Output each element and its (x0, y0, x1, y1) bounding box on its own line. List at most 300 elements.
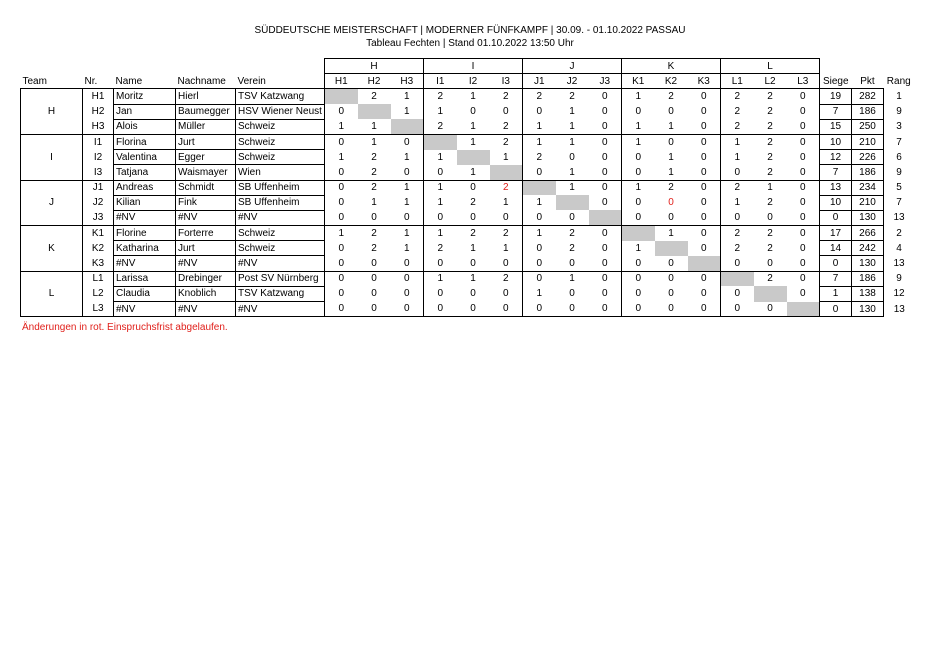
bout-cell: 0 (668, 106, 674, 118)
bout-cell: 0 (325, 104, 358, 119)
bout-cell: 0 (721, 256, 754, 271)
bout-cell: 0 (502, 288, 509, 300)
self-bout-cell (721, 271, 754, 286)
bout-cell: 0 (622, 150, 655, 165)
nachname-cell: Schmidt (176, 180, 236, 195)
bout-cell: 0 (424, 286, 457, 301)
bout-cell: 0 (523, 165, 556, 180)
bout-cell: 2 (490, 271, 523, 286)
group-header-h: H (325, 59, 424, 74)
bout-cell: 0 (325, 256, 358, 271)
bout-cell: 1 (457, 89, 490, 104)
bout-cell: 0 (688, 302, 721, 317)
bout-cell: 1 (523, 134, 556, 149)
bout-cell: 0 (688, 180, 721, 195)
name-cell: Florine (114, 226, 176, 241)
table-row (21, 302, 915, 317)
nr-cell: L1 (83, 271, 114, 286)
bout-cell: 0 (589, 271, 622, 286)
header-k2: K2 (655, 74, 688, 89)
bout-cell: 0 (688, 119, 721, 134)
bout-cell: 2 (655, 180, 688, 195)
bout-cell: 2 (569, 242, 575, 254)
bout-cell: 0 (787, 286, 820, 301)
bout-cell: 0 (700, 288, 707, 300)
bout-cell: 1 (457, 271, 490, 286)
rang-cell: 12 (893, 288, 905, 300)
table-row (21, 134, 915, 149)
bout-cell: 2 (457, 226, 490, 241)
bout-cell: 0 (787, 256, 820, 271)
bout-cell: 0 (470, 106, 476, 118)
verein-cell: Wien (236, 165, 325, 180)
verein-cell: SB Uffenheim (236, 180, 325, 195)
bout-cell: 0 (787, 150, 820, 165)
pkt-cell: 234 (852, 180, 884, 195)
header-siege: Siege (822, 75, 849, 87)
bout-cell: 1 (325, 150, 358, 165)
tableau-title: SÜDDEUTSCHE MEISTERSCHAFT | MODERNER FÜNFKAMPF | 30.09. - 01.10.2022 PASSAU (254, 25, 686, 36)
name-cell: Claudia (114, 286, 176, 301)
pkt-cell: 282 (852, 89, 884, 104)
verein-cell: Schweiz (236, 226, 325, 241)
header-l2: L2 (754, 74, 787, 89)
bout-cell: 1 (403, 242, 410, 254)
bout-cell: 0 (655, 271, 688, 286)
pkt-cell: 130 (852, 302, 884, 317)
bout-cell: 0 (325, 241, 358, 256)
blank-cell (884, 59, 915, 74)
fencing-tableau (20, 58, 915, 317)
bout-cell: 1 (523, 195, 556, 210)
nachname-cell: Fink (176, 195, 236, 210)
name-cell: Moritz (114, 89, 176, 104)
bout-cell: 0 (622, 286, 655, 301)
team-cell: J (21, 180, 83, 226)
bout-cell: 0 (358, 256, 391, 271)
tableau-subtitle: Tableau Fechten | Stand 01.10.2022 13:50 Uhr (366, 38, 574, 49)
bout-cell: 1 (424, 195, 457, 210)
bout-cell: 0 (569, 151, 575, 163)
rang-cell: 13 (893, 212, 905, 224)
bout-cell: 1 (556, 180, 589, 195)
bout-cell: 0 (523, 104, 556, 119)
header-j2: J2 (556, 74, 589, 89)
bout-cell: 0 (601, 151, 608, 163)
bout-cell: 0 (622, 256, 655, 271)
bout-cell: 2 (424, 89, 457, 104)
bout-cell: 0 (622, 165, 655, 180)
team-cell: H (21, 89, 83, 135)
bout-cell: 0 (490, 302, 523, 317)
bout-cell: 1 (721, 150, 754, 165)
bout-cell: 0 (391, 165, 424, 180)
rang-cell: 3 (896, 121, 902, 133)
bout-cell: 0 (589, 302, 622, 317)
header-j3: J3 (589, 74, 622, 89)
bout-cell: 0 (589, 134, 622, 149)
bout-cell: 1 (457, 134, 490, 149)
bout-cell: 1 (655, 165, 688, 180)
bout-cell: 1 (424, 180, 457, 195)
table-row (21, 165, 915, 180)
bout-cell: 0 (622, 104, 655, 119)
bout-cell: 0 (371, 288, 377, 300)
bout-cell: 1 (655, 119, 688, 134)
siege-cell: 7 (820, 165, 852, 180)
verein-cell: Schweiz (236, 241, 325, 256)
verein-cell: Schweiz (236, 150, 325, 165)
verein-cell: #NV (236, 210, 325, 225)
pkt-cell: 130 (852, 256, 884, 271)
nr-cell: I2 (93, 151, 103, 163)
bout-cell: 0 (523, 256, 556, 271)
bout-cell: 1 (502, 197, 509, 209)
nachname-cell: Egger (176, 150, 236, 165)
bout-cell: 1 (424, 150, 457, 165)
bout-cell: 0 (556, 302, 589, 317)
self-bout-cell (688, 256, 721, 271)
bout-cell: 0 (490, 256, 523, 271)
verein-cell: Schweiz (236, 134, 325, 149)
bout-cell: 0 (589, 165, 622, 180)
pkt-cell: 186 (852, 104, 884, 119)
bout-cell: 2 (358, 180, 391, 195)
bout-cell: 0 (688, 165, 721, 180)
name-cell: Valentina (114, 150, 176, 165)
nachname-cell: Waismayer (176, 165, 236, 180)
bout-cell: 2 (754, 119, 787, 134)
bout-cell: 2 (358, 165, 391, 180)
bout-cell: 1 (424, 104, 457, 119)
header-k3: K3 (688, 74, 721, 89)
header-i3: I3 (490, 74, 523, 89)
header-h3: H3 (391, 74, 424, 89)
pkt-cell: 242 (852, 241, 884, 256)
team-cell: L (21, 271, 83, 317)
header-rang: Rang (886, 75, 911, 87)
header-k1: K1 (622, 74, 655, 89)
siege-cell: 7 (820, 104, 852, 119)
blank-cell (820, 59, 852, 74)
bout-cell: 1 (391, 180, 424, 195)
team-cell: K (21, 226, 83, 272)
rang-cell: 5 (896, 182, 902, 194)
siege-cell: 17 (820, 226, 852, 241)
bout-cell: 0 (622, 210, 655, 225)
bout-cell: 0 (787, 195, 820, 210)
bout-cell: 1 (622, 241, 655, 256)
rang-cell: 2 (896, 227, 902, 239)
bout-cell: 0 (325, 302, 358, 317)
name-cell: Larissa (114, 271, 176, 286)
bout-cell: 0 (622, 271, 655, 286)
verein-cell: #NV (236, 302, 325, 317)
bout-cell: 0 (424, 210, 457, 225)
nr-cell: L2 (92, 288, 104, 300)
bout-cell: 0 (787, 180, 820, 195)
bout-cell: 2 (556, 89, 589, 104)
name-cell: Alois (114, 119, 176, 134)
bout-cell: 0 (700, 242, 707, 254)
bout-cell: 0 (601, 242, 608, 254)
bout-cell: 0 (787, 241, 820, 256)
bout-cell: 1 (424, 226, 457, 241)
bout-cell: 2 (490, 119, 523, 134)
bout-cell: 2 (721, 119, 754, 134)
bout-cell: 2 (371, 242, 377, 254)
name-cell: Andreas (114, 180, 176, 195)
bout-cell: 0 (601, 106, 608, 118)
pkt-cell: 266 (852, 226, 884, 241)
header-h1: H1 (325, 74, 358, 89)
rang-cell: 13 (893, 303, 905, 315)
siege-cell: 15 (820, 119, 852, 134)
bout-cell: 1 (523, 226, 556, 241)
bout-cell: 2 (490, 226, 523, 241)
bout-cell: 2 (358, 226, 391, 241)
nr-cell: I1 (83, 134, 114, 149)
bout-cell: 0 (391, 256, 424, 271)
nr-cell: K3 (83, 256, 114, 271)
bout-cell: 0 (787, 134, 820, 149)
bout-cell: 0 (655, 134, 688, 149)
bout-cell: 0 (470, 288, 476, 300)
siege-cell: 13 (820, 180, 852, 195)
blank-cell (852, 59, 884, 74)
bout-cell: 1 (523, 119, 556, 134)
nr-cell: K1 (83, 226, 114, 241)
bout-cell: 0 (523, 241, 556, 256)
siege-cell: 10 (820, 195, 852, 210)
bout-cell: 1 (391, 89, 424, 104)
self-bout-cell (424, 134, 457, 149)
bout-cell: 1 (325, 226, 358, 241)
bout-cell: 1 (622, 119, 655, 134)
nachname-cell: Jurt (176, 134, 236, 149)
bout-cell: 2 (754, 165, 787, 180)
bout-cell: 0 (391, 134, 424, 149)
bout-cell: 0 (688, 271, 721, 286)
bout-cell: 0 (424, 165, 457, 180)
bout-cell: 1 (358, 134, 391, 149)
bout-cell: 0 (700, 106, 707, 118)
bout-cell: 1 (325, 119, 358, 134)
bout-cell: 0 (589, 119, 622, 134)
bout-cell: 2 (490, 180, 523, 195)
bout-cell: 1 (556, 165, 589, 180)
self-bout-cell (325, 89, 358, 104)
nachname-cell: Knoblich (176, 286, 236, 301)
bout-cell: 1 (622, 89, 655, 104)
bout-cell: 0 (556, 256, 589, 271)
bout-cell: 0 (457, 180, 490, 195)
nr-cell: J3 (83, 210, 114, 225)
bout-cell: 0 (490, 210, 523, 225)
rang-cell: 9 (896, 273, 902, 285)
bout-cell: 2 (523, 89, 556, 104)
self-bout-cell (556, 195, 589, 210)
bout-cell: 2 (721, 241, 754, 256)
bout-cell: 0 (391, 271, 424, 286)
bout-cell: 1 (556, 119, 589, 134)
nr-cell: K2 (91, 242, 105, 254)
header-pkt: Pkt (860, 75, 875, 87)
name-cell: #NV (114, 256, 176, 271)
bout-cell: 2 (655, 89, 688, 104)
bout-cell: 1 (668, 151, 674, 163)
group-header-row (21, 59, 915, 74)
bout-cell: 0 (391, 302, 424, 317)
bout-cell: 0 (601, 197, 608, 209)
self-bout-cell (622, 226, 655, 241)
footnote: Änderungen in rot. Einspruchsfrist abgelaufen. (22, 322, 228, 333)
bout-cell: 0 (403, 288, 410, 300)
rang-cell: 9 (896, 166, 902, 178)
table-row (21, 210, 915, 225)
bout-cell: 0 (721, 286, 754, 301)
bout-cell: 2 (424, 119, 457, 134)
bout-cell: 0 (325, 286, 358, 301)
nr-cell: H3 (83, 119, 114, 134)
name-cell: Tatjana (114, 165, 176, 180)
self-bout-cell (787, 302, 820, 317)
name-cell: Jan (114, 104, 176, 119)
table-row (21, 180, 915, 195)
bout-cell: 2 (721, 226, 754, 241)
bout-cell: 0 (754, 302, 787, 317)
bout-cell: 0 (569, 288, 575, 300)
bout-cell: 2 (424, 241, 457, 256)
pkt-cell: 210 (852, 195, 884, 210)
nr-cell: H2 (91, 106, 105, 118)
nachname-cell: Baumegger (176, 104, 236, 119)
bout-cell: 0 (502, 106, 509, 118)
bout-cell: 1 (371, 197, 377, 209)
bout-cell: 1 (655, 226, 688, 241)
table-row (21, 286, 915, 301)
verein-cell: HSV Wiener Neust (236, 104, 325, 119)
bout-cell: 0 (325, 195, 358, 210)
bout-cell: 0 (655, 302, 688, 317)
bout-cell: 2 (721, 104, 754, 119)
bout-cell: 2 (754, 271, 787, 286)
bout-cell: 1 (457, 165, 490, 180)
nachname-cell: Hierl (176, 89, 236, 104)
self-bout-cell (523, 180, 556, 195)
bout-cell: 2 (767, 197, 773, 209)
verein-cell: #NV (236, 256, 325, 271)
bout-cell: 2 (556, 226, 589, 241)
bout-cell: 0 (457, 302, 490, 317)
bout-cell: 2 (767, 151, 773, 163)
bout-cell: 1 (358, 119, 391, 134)
rang-cell: 7 (896, 197, 902, 209)
bout-cell: 1 (556, 134, 589, 149)
verein-cell: TSV Katzwang (236, 89, 325, 104)
bout-cell: 1 (457, 119, 490, 134)
bout-cell: 0 (754, 210, 787, 225)
self-bout-cell (655, 241, 688, 256)
header-h2: H2 (358, 74, 391, 89)
bout-cell: 0 (622, 195, 655, 210)
bout-cell: 0 (787, 165, 820, 180)
nachname-cell: Drebinger (176, 271, 236, 286)
bout-cell: 0 (556, 210, 589, 225)
bout-cell: 0 (787, 210, 820, 225)
bout-cell: 0 (700, 151, 707, 163)
rang-cell: 9 (896, 106, 902, 118)
bout-cell: 2 (767, 242, 773, 254)
nr-cell: J1 (83, 180, 114, 195)
table-row (21, 271, 915, 286)
bout-cell: 1 (403, 106, 410, 118)
bout-cell: 0 (700, 197, 707, 209)
bout-cell: 0 (754, 256, 787, 271)
bout-cell: 0 (589, 256, 622, 271)
bout-cell: 0 (523, 210, 556, 225)
header-name: Name (115, 75, 143, 87)
name-cell: #NV (114, 302, 176, 317)
bout-cell: 0 (688, 89, 721, 104)
bout-cell: 0 (325, 180, 358, 195)
bout-cell: 0 (424, 256, 457, 271)
bout-cell: 1 (403, 151, 410, 163)
bout-cell: 2 (767, 106, 773, 118)
bout-cell: 0 (589, 180, 622, 195)
name-cell: Katharina (114, 241, 176, 256)
bout-cell: 2 (754, 226, 787, 241)
verein-cell: Schweiz (236, 119, 325, 134)
bout-cell: 0 (325, 134, 358, 149)
self-bout-cell (391, 119, 424, 134)
group-header-k: K (622, 59, 721, 74)
bout-cell: 1 (470, 242, 476, 254)
self-bout-cell (457, 150, 490, 165)
bout-cell: 0 (668, 288, 674, 300)
verein-cell: Post SV Nürnberg (236, 271, 325, 286)
bout-cell: 1 (622, 180, 655, 195)
siege-cell: 12 (820, 150, 852, 165)
nachname-cell: Jurt (176, 241, 236, 256)
table-row (21, 89, 915, 104)
pkt-cell: 226 (852, 150, 884, 165)
header-nr: Nr. (84, 75, 98, 87)
bout-cell: 0 (787, 271, 820, 286)
bout-cell: 0 (589, 89, 622, 104)
nachname-cell: Müller (176, 119, 236, 134)
bout-cell: 1 (391, 226, 424, 241)
nachname-cell: #NV (176, 210, 236, 225)
bout-cell: 0 (655, 256, 688, 271)
bout-cell: 0 (721, 165, 754, 180)
header-l1: L1 (721, 74, 754, 89)
table-row (21, 104, 915, 119)
bout-cell: 2 (523, 150, 556, 165)
bout-cell: 0 (787, 119, 820, 134)
blank-cell (21, 59, 83, 74)
name-cell: Kilian (114, 195, 176, 210)
bout-cell: 0 (688, 210, 721, 225)
bout-cell: 0 (325, 165, 358, 180)
table-row (21, 119, 915, 134)
bout-cell: 0 (668, 197, 674, 209)
bout-cell: 1 (721, 134, 754, 149)
bout-cell: 0 (523, 271, 556, 286)
column-header-row (21, 74, 915, 89)
self-bout-cell (754, 286, 787, 301)
bout-cell: 2 (490, 134, 523, 149)
